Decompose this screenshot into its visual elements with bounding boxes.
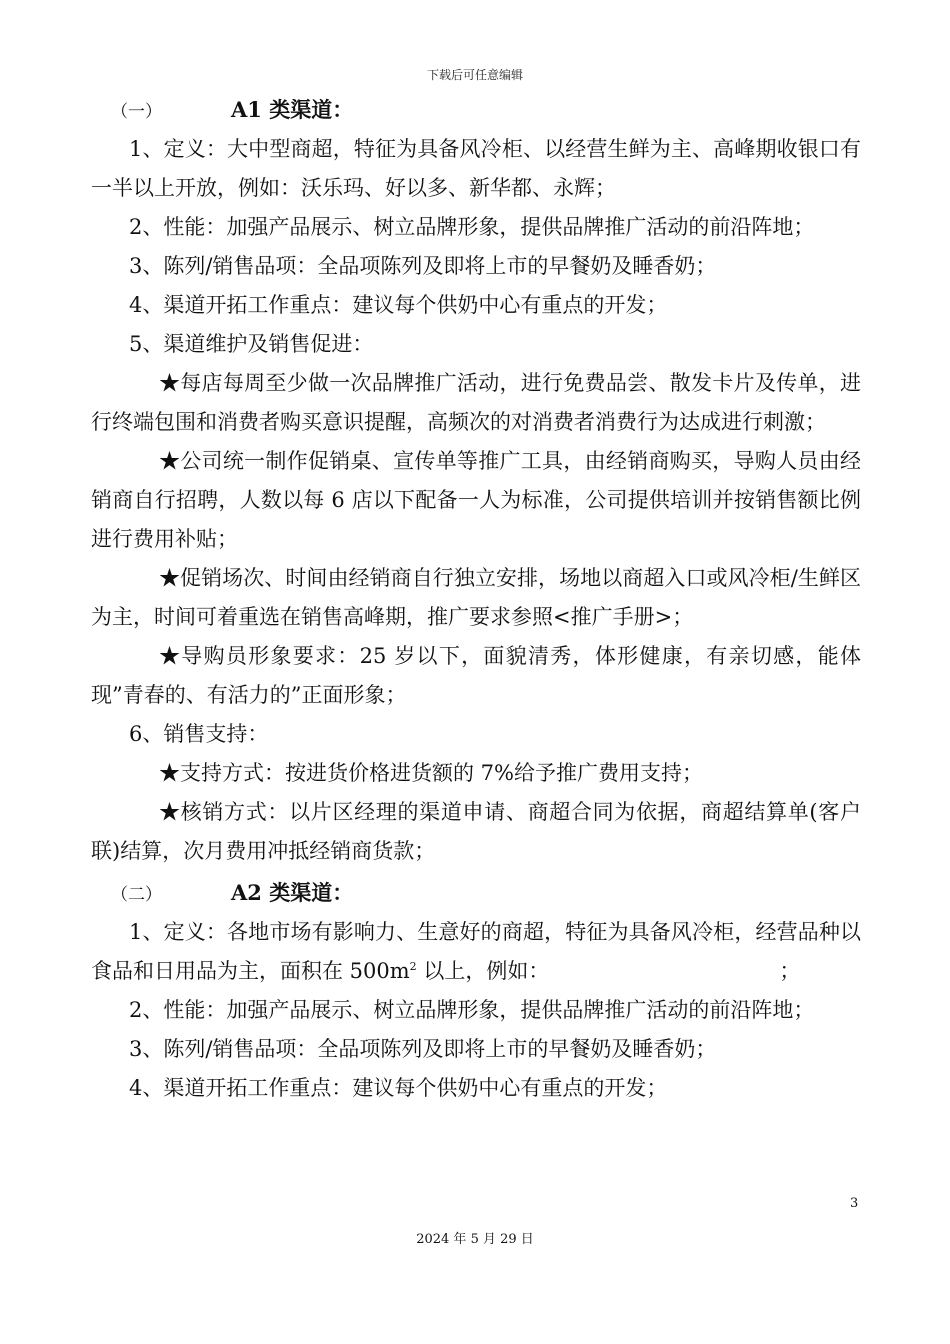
page-header: 下载后可任意编辑 bbox=[426, 68, 523, 82]
section-heading bbox=[91, 871, 861, 915]
definition-tail: 以上，例如： bbox=[416, 959, 550, 983]
bullet-settlement-method: ★核销方式：以片区经理的渠道申请、商超合同为依据，商超结算单(客户联)结算，次月费用冲抵经销商货款； bbox=[91, 800, 861, 863]
section-title: A1 类渠道： bbox=[231, 97, 354, 122]
section-number: （一） bbox=[111, 102, 162, 122]
paragraph-development-focus: 4、渠道开拓工作重点：建议每个供奶中心有重点的开发； bbox=[129, 1076, 668, 1100]
definition-end: ； bbox=[779, 959, 801, 983]
superscript: 2 bbox=[409, 960, 417, 973]
bullet-promo-tools: ★公司统一制作促销桌、宣传单等推广工具，由经销商购买，导购人员由经销商自行招聘，人数以每 6 店以下配备一人为标准，公司提供培训并按销售额比例进行费用补贴； bbox=[91, 449, 861, 551]
paragraph-performance: 2、性能：加强产品展示、树立品牌形象，提供品牌推广活动的前沿阵地； bbox=[129, 998, 815, 1022]
paragraph-definition: 1、定义：大中型商超，特征为具备风冷柜、以经营生鲜为主、高峰期收银口有一半以上开放，例如：沃乐玛、好以多、新华都、永辉； bbox=[91, 137, 861, 200]
paragraph-development-focus: 4、渠道开拓工作重点：建议每个供奶中心有重点的开发； bbox=[129, 293, 668, 317]
bullet-staff-image: ★导购员形象要求：25 岁以下，面貌清秀，体形健康，有亲切感，能体现”青春的、有活力的”正面形象； bbox=[91, 644, 861, 707]
paragraph-performance: 2、性能：加强产品展示、树立品牌形象，提供品牌推广活动的前沿阵地； bbox=[129, 215, 815, 239]
paragraph-maintenance: 5、渠道维护及销售促进： bbox=[129, 332, 374, 356]
paragraph-display-items: 3、陈列/销售品项：全品项陈列及即将上市的早餐奶及睡香奶； bbox=[129, 1037, 717, 1061]
section-title: A2 类渠道： bbox=[231, 880, 354, 905]
section-number: （二） bbox=[111, 885, 162, 905]
bullet-weekly-promotion: ★每店每周至少做一次品牌推广活动，进行免费品尝、散发卡片及传单，进行终端包围和消费者购买意识提醒，高频次的对消费者消费行为达成进行刺激； bbox=[91, 371, 861, 434]
bullet-support-method: ★支持方式：按进货价格进货额的 7%给予推广费用支持； bbox=[159, 761, 703, 785]
definition-text: 1、定义：各地市场有影响力、生意好的商超，特征为具备风冷柜，经营品种以食品和日用品为主，面积在 500m bbox=[91, 920, 861, 983]
paragraph-definition bbox=[91, 913, 861, 991]
bullet-promo-schedule: ★促销场次、时间由经销商自行独立安排，场地以商超入口或风冷柜/生鲜区为主，时间可着重选在销售高峰期，推广要求参照<推广手册>； bbox=[91, 566, 861, 629]
section-heading bbox=[91, 88, 861, 132]
document-body bbox=[91, 88, 861, 1108]
page-footer-date: 2024 年 5 月 29 日 bbox=[416, 1232, 534, 1247]
page-number: 3 bbox=[850, 1196, 859, 1211]
paragraph-display-items: 3、陈列/销售品项：全品项陈列及即将上市的早餐奶及睡香奶； bbox=[129, 254, 717, 278]
paragraph-sales-support: 6、销售支持： bbox=[129, 722, 269, 746]
